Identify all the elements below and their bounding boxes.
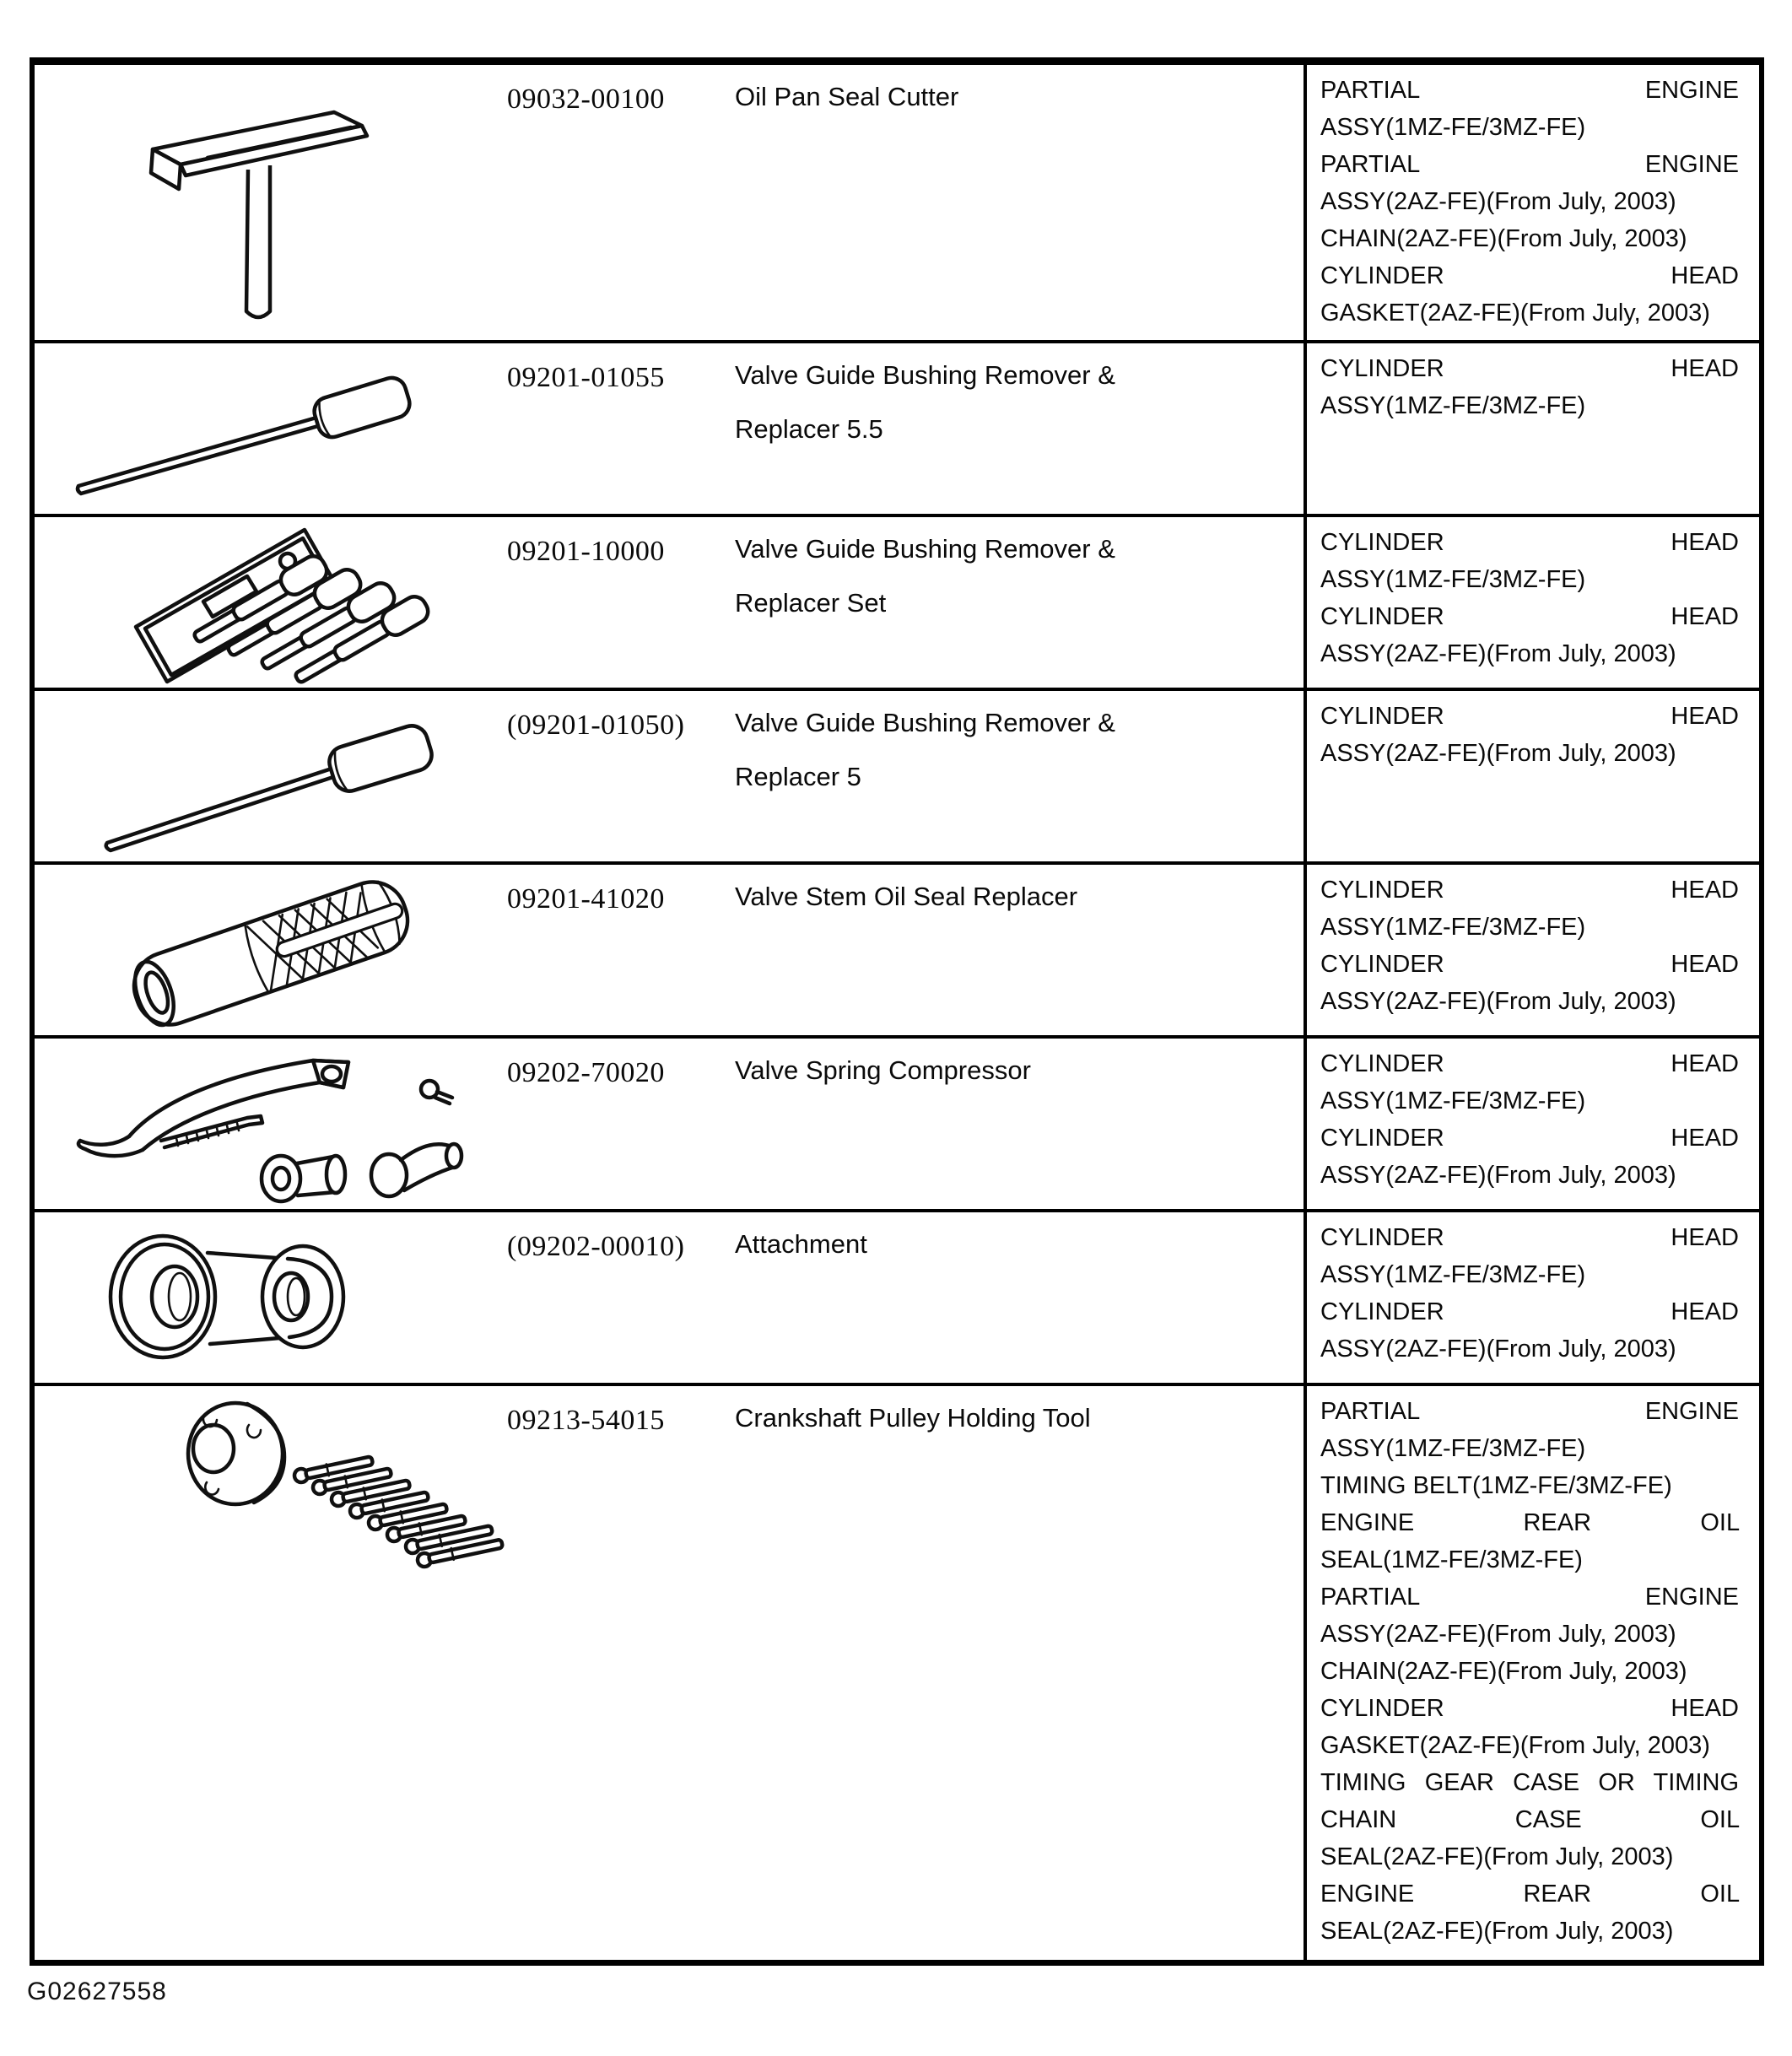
valve-guide-bushing-remover-5-illustration: [35, 691, 507, 861]
tool-name-text: Valve Spring Compressor: [735, 1055, 1031, 1085]
part-number: [507, 865, 735, 1035]
table-row: [35, 517, 1759, 691]
applications-cell: [1304, 1386, 1759, 1960]
valve-guide-bushing-remover-illustration: [35, 343, 507, 514]
tool-name-text: Crankshaft Pulley Holding Tool: [735, 1403, 1091, 1433]
application-item: CYLINDER HEAD ASSY(1MZ-FE/3MZ-FE): [1320, 1050, 1739, 1114]
part-number: [507, 1212, 735, 1383]
part-number-text: 09201-41020: [507, 883, 665, 915]
application-item: PARTIAL ENGINE ASSY(2AZ-FE)(From July, 2003): [1320, 1584, 1739, 1648]
application-item: CYLINDER HEAD ASSY(2AZ-FE)(From July, 2003): [1320, 603, 1739, 667]
part-number: [507, 691, 735, 861]
tool-name: [735, 65, 1304, 340]
valve-stem-oil-seal-replacer-illustration: [35, 865, 507, 1035]
applications-cell: [1304, 691, 1759, 861]
applications-cell: [1304, 343, 1759, 514]
part-number: [507, 1386, 735, 1960]
application-item: PARTIAL ENGINE ASSY(1MZ-FE/3MZ-FE): [1320, 1398, 1739, 1462]
part-number-text: 09213-54015: [507, 1405, 665, 1436]
part-number-text: 09201-01055: [507, 362, 665, 393]
attachment-illustration: [35, 1212, 507, 1383]
application-item: ENGINE REAR OIL SEAL(2AZ-FE)(From July, 2003): [1320, 1881, 1739, 1945]
application-item: CYLINDER HEAD ASSY(1MZ-FE/3MZ-FE): [1320, 529, 1739, 593]
oil-pan-seal-cutter-illustration: [35, 65, 507, 340]
application-item: TIMING BELT(1MZ-FE/3MZ-FE): [1320, 1472, 1672, 1499]
tool-name: [735, 865, 1304, 1035]
tool-name: [735, 691, 1304, 861]
application-item: PARTIAL ENGINE ASSY(1MZ-FE/3MZ-FE): [1320, 77, 1739, 141]
applications-cell: [1304, 65, 1759, 340]
part-number-text: (09201-01050): [507, 710, 685, 741]
table-row: [35, 865, 1759, 1039]
table-row: [35, 1039, 1759, 1212]
application-item: CHAIN(2AZ-FE)(From July, 2003): [1320, 225, 1687, 252]
part-number-text: 09202-70020: [507, 1057, 665, 1088]
application-item: CYLINDER HEAD ASSY(2AZ-FE)(From July, 2003): [1320, 1298, 1739, 1363]
table-row: [35, 1386, 1759, 1960]
applications-cell: [1304, 1039, 1759, 1209]
tool-name: [735, 1212, 1304, 1383]
crankshaft-pulley-holding-tool-illustration: [35, 1386, 507, 1960]
application-item: CHAIN(2AZ-FE)(From July, 2003): [1320, 1658, 1687, 1685]
sst-table: [30, 57, 1764, 1966]
table-row: [35, 691, 1759, 865]
application-item: CYLINDER HEAD ASSY(2AZ-FE)(From July, 2003): [1320, 1125, 1739, 1189]
part-number: [507, 517, 735, 688]
valve-guide-bushing-remover-set-illustration: [35, 517, 507, 688]
application-item: TIMING GEAR CASE OR TIMING CHAIN CASE OIL SEAL(2AZ-FE)(From July, 2003): [1320, 1769, 1740, 1870]
tool-name: [735, 343, 1304, 514]
application-item: CYLINDER HEAD GASKET(2AZ-FE)(From July, 2003): [1320, 1695, 1739, 1759]
tool-name: [735, 517, 1304, 688]
part-number: [507, 343, 735, 514]
applications-cell: [1304, 1212, 1759, 1383]
application-item: CYLINDER HEAD GASKET(2AZ-FE)(From July, 2003): [1320, 262, 1739, 326]
tool-name-text: Valve Stem Oil Seal Replacer: [735, 882, 1078, 911]
tool-name: [735, 1386, 1304, 1960]
tool-name: [735, 1039, 1304, 1209]
valve-spring-compressor-illustration: [35, 1039, 507, 1209]
table-row: [35, 1212, 1759, 1386]
tool-name-text: Valve Guide Bushing Remover & Replacer 5.5: [735, 360, 1115, 444]
figure-code: G02627558: [27, 1978, 167, 2005]
table-row: [35, 343, 1759, 517]
part-number-text: 09201-10000: [507, 536, 665, 567]
application-item: CYLINDER HEAD ASSY(2AZ-FE)(From July, 2003): [1320, 951, 1739, 1015]
part-number: [507, 65, 735, 340]
application-item: CYLINDER HEAD ASSY(1MZ-FE/3MZ-FE): [1320, 355, 1739, 419]
tool-name-text: Valve Guide Bushing Remover & Replacer Set: [735, 534, 1115, 618]
tool-name-text: Attachment: [735, 1229, 867, 1259]
table-row: [35, 65, 1759, 343]
part-number: [507, 1039, 735, 1209]
part-number-text: 09032-00100: [507, 84, 665, 115]
tool-name-text: Valve Guide Bushing Remover & Replacer 5: [735, 708, 1115, 791]
application-item: CYLINDER HEAD ASSY(1MZ-FE/3MZ-FE): [1320, 1224, 1739, 1288]
applications-cell: [1304, 865, 1759, 1035]
application-item: CYLINDER HEAD ASSY(2AZ-FE)(From July, 2003): [1320, 703, 1739, 767]
part-number-text: (09202-00010): [507, 1231, 685, 1262]
tool-name-text: Oil Pan Seal Cutter: [735, 82, 959, 111]
applications-cell: [1304, 517, 1759, 688]
application-item: CYLINDER HEAD ASSY(1MZ-FE/3MZ-FE): [1320, 877, 1739, 941]
application-item: PARTIAL ENGINE ASSY(2AZ-FE)(From July, 2003): [1320, 151, 1739, 215]
application-item: ENGINE REAR OIL SEAL(1MZ-FE/3MZ-FE): [1320, 1509, 1739, 1573]
